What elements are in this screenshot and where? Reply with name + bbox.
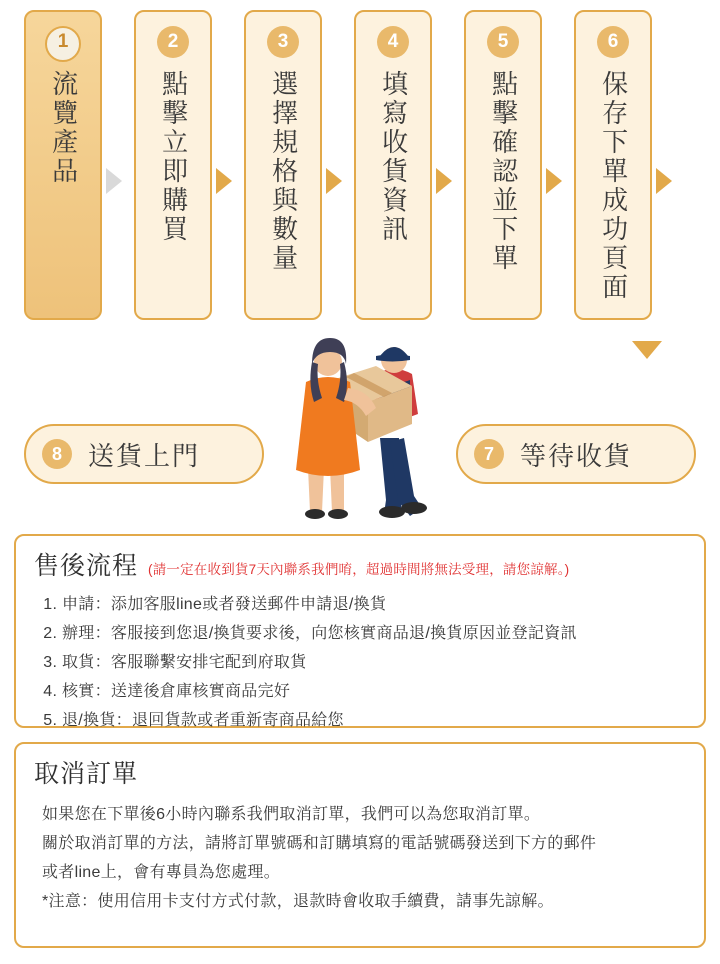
- cancel-order-body: [16, 792, 704, 916]
- flow-step-7: [456, 424, 696, 484]
- list-item: 5. 退/換貨：退回貨款或者重新寄商品給您: [62, 706, 682, 735]
- cancel-order-panel: [14, 742, 706, 948]
- step-label: 點擊立即購買: [158, 70, 189, 244]
- flow-arrow-6: [656, 168, 672, 194]
- step-label: 送貨上門: [88, 440, 201, 471]
- flow-step-5: [464, 10, 542, 320]
- step-number-badge: 2: [157, 26, 189, 58]
- flow-arrow-4: [436, 168, 452, 194]
- flow-step-8: [24, 424, 264, 484]
- after-sales-title: 售後流程: [34, 552, 139, 580]
- flow-arrow-5: [546, 168, 562, 194]
- flow-step-6: [574, 10, 652, 320]
- list-item: 2. 辦理：客服接到您退/換貨要求後，向您核實商品退/換貨原因並登記資訊: [62, 619, 682, 648]
- cancel-order-header: [16, 744, 704, 792]
- paragraph: 如果您在下單後6小時內聯系我們取消訂單，我們可以為您取消訂單。: [42, 806, 541, 823]
- step-label: 填寫收貨資訊: [378, 70, 409, 244]
- step-number-badge: 7: [474, 439, 504, 469]
- delivery-illustration-icon: [268, 318, 460, 522]
- step-number-badge: 4: [377, 26, 409, 58]
- after-sales-panel: [14, 534, 706, 728]
- flow-step-1: [24, 10, 102, 320]
- flow-step-2: [134, 10, 212, 320]
- step-label: 保存下單成功頁面: [598, 70, 629, 302]
- step-number-badge: 1: [45, 26, 81, 62]
- step-number-badge: 5: [487, 26, 519, 58]
- flow-arrow-down: [632, 341, 662, 359]
- after-sales-list: [42, 590, 682, 735]
- list-item: 3. 取貨：客服聯繫安排宅配到府取貨: [62, 648, 682, 677]
- step-label: 等待收貨: [520, 440, 633, 471]
- flow-arrow-2: [216, 168, 232, 194]
- flow-arrow-1: [106, 168, 122, 194]
- list-item: 1. 申請：添加客服line或者發送郵件申請退/換貨: [62, 590, 682, 619]
- after-sales-header: [16, 536, 704, 584]
- paragraph: 關於取消訂單的方法，請將訂單號碼和訂購填寫的電話號碼發送到下方的郵件: [42, 835, 597, 852]
- paragraph: *注意：使用信用卡支付方式付款，退款時會收取手續費，請事先諒解。: [42, 893, 554, 910]
- list-item: 4. 核實：送達後倉庫核實商品完好: [62, 677, 682, 706]
- flow-arrow-3: [326, 168, 342, 194]
- step-label: 選擇規格與數量: [268, 70, 299, 273]
- after-sales-note: (請一定在收到貨7天內聯系我們唷，超過時間將無法受理，請您諒解。): [148, 562, 570, 577]
- process-flow: [0, 0, 720, 338]
- cancel-order-title: 取消訂單: [34, 760, 139, 788]
- step-label: 點擊確認並下單: [488, 70, 519, 273]
- step-label: 流覽產品: [48, 70, 79, 186]
- paragraph: 或者line上，會有專員為您處理。: [42, 864, 281, 881]
- step-number-badge: 3: [267, 26, 299, 58]
- after-sales-body: [16, 584, 704, 735]
- flow-step-3: [244, 10, 322, 320]
- step-number-badge: 6: [597, 26, 629, 58]
- flow-step-4: [354, 10, 432, 320]
- step-number-badge: 8: [42, 439, 72, 469]
